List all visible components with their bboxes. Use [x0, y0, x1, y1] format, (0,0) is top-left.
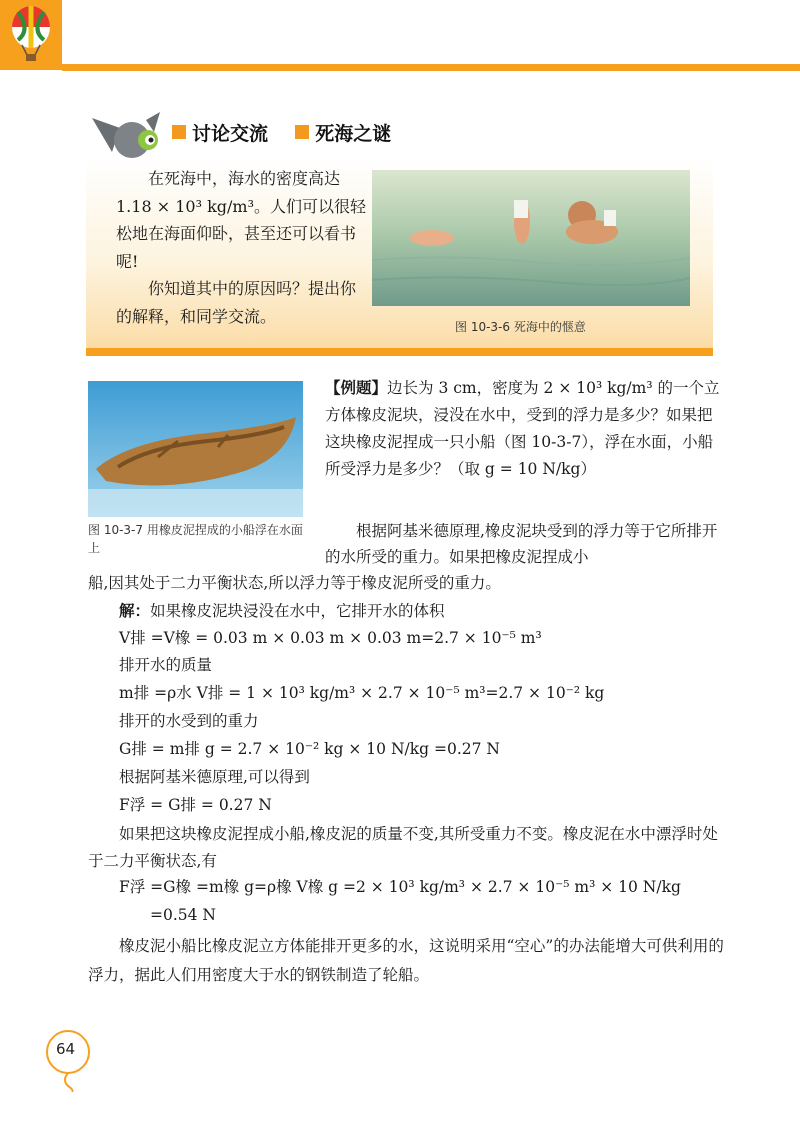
- discussion-underline: [86, 348, 713, 356]
- cartoon-character-icon: [90, 110, 170, 162]
- solution-label: 解：: [119, 601, 151, 620]
- conclusion-paragraph: 橡皮泥小船比橡皮泥立方体能排开更多的水，这说明采用“空心”的办法能增大可供利用的浮力，据此人们用密度大于水的钢铁制造了轮船。: [88, 937, 724, 984]
- discussion-paragraph-1: 在死海中，海水的密度高达1.18 × 10³ kg/m³。人们可以很轻松地在海面仰卧，甚至还可以看书呢!: [116, 169, 366, 271]
- solution-text-1: 如果橡皮泥块浸没在水中，它排开水的体积: [150, 602, 445, 620]
- header-corner: [0, 0, 62, 70]
- analysis-line-1: 根据阿基米德原理,橡皮泥块受到的浮力等于它所排开的水所受的重力。如果把橡皮泥捏成小: [325, 522, 718, 566]
- solution-paragraph-5: 如果把这块橡皮泥捏成小船,橡皮泥的质量不变,其所受重力不变。橡皮泥在水中漂浮时处于二力平衡状态,有: [88, 825, 718, 870]
- equation-boat: F浮 =G橡 =m橡 g=ρ橡 V橡 g =2 × 10³ kg/m³ × 2.7 × 10⁻⁵ m³ × 10 N/kg: [119, 878, 681, 896]
- section-title-deadsea: 死海之谜: [315, 123, 392, 145]
- clay-boat-photo: [88, 381, 303, 517]
- equation-buoyancy: F浮 = G排 = 0.27 N: [119, 796, 272, 814]
- solution-line-1: [119, 600, 445, 622]
- clay-boat-caption: 图 10-3-7 用橡皮泥捏成的小船浮在水面上: [88, 523, 303, 555]
- equation-volume: V排 =V橡 = 0.03 m × 0.03 m × 0.03 m=2.7 × 10⁻⁵ m³: [119, 629, 542, 647]
- solution-line-4: 根据阿基米德原理,可以得到: [119, 768, 310, 786]
- section-title-discussion: 讨论交流: [192, 123, 269, 145]
- section-title: [172, 119, 391, 146]
- example-tag: 【例题】: [325, 378, 388, 397]
- dead-sea-photo: [372, 170, 690, 306]
- title-square-icon: [295, 125, 309, 139]
- hot-air-balloon-icon: [0, 0, 62, 70]
- equation-gravity: G排 = m排 g = 2.7 × 10⁻² kg × 10 N/kg =0.27 N: [119, 740, 500, 758]
- analysis-line-2: 船,因其处于二力平衡状态,所以浮力等于橡皮泥所受的重力。: [88, 574, 501, 592]
- discussion-paragraph-2: 你知道其中的原因吗？提出你的解释，和同学交流。: [116, 279, 357, 326]
- equation-boat-result: =0.54 N: [150, 906, 216, 924]
- example-question: [325, 374, 720, 483]
- page-number: 64: [56, 1040, 76, 1058]
- page-number-balloon-icon: [44, 1028, 92, 1096]
- example-text: 边长为 3 cm，密度为 2 × 10³ kg/m³ 的一个立方体橡皮泥块，浸没在水中，受到的浮力是多少？如果把这块橡皮泥捏成一只小船（图 10-3-7），浮在水面，小船所受浮力是多少？（取 g = 10 N/kg）: [325, 379, 720, 478]
- header-bar: [62, 64, 800, 71]
- discussion-text: [116, 165, 366, 330]
- solution-line-3: 排开的水受到的重力: [119, 712, 259, 730]
- equation-mass: m排 =ρ水 V排 = 1 × 10³ kg/m³ × 2.7 × 10⁻⁵ m³=2.7 × 10⁻² kg: [119, 684, 605, 702]
- dead-sea-caption: 图 10-3-6 死海中的惬意: [455, 320, 586, 334]
- title-square-icon: [172, 125, 186, 139]
- solution-line-2: 排开水的质量: [119, 656, 213, 674]
